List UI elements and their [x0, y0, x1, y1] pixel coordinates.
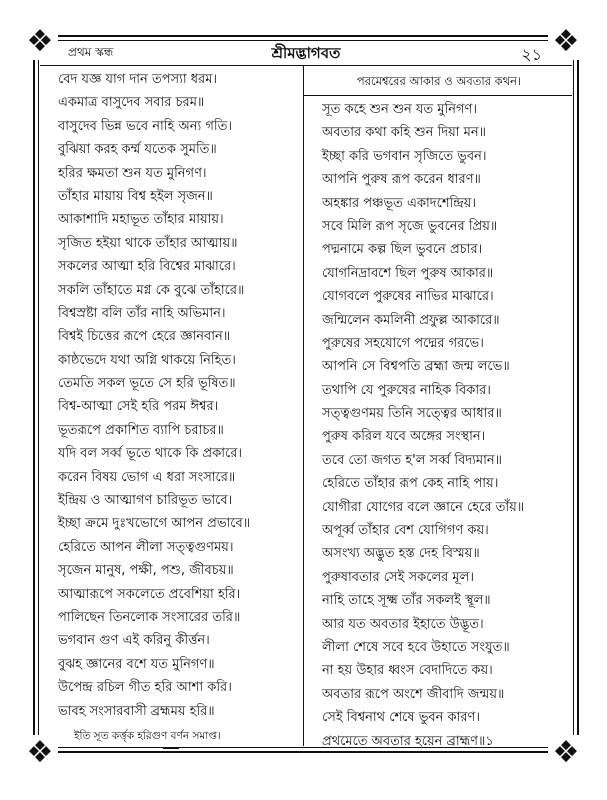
verse-line: সকলের আত্মা হরি বিশ্বের মাঝারে।: [58, 259, 236, 275]
corner-ornament-icon: ❖: [548, 24, 584, 60]
verse-line: বিশ্ব-আত্মা সেই হরি পরম ঈশ্বর।: [58, 399, 219, 415]
verse-line: ইন্দ্রিয় ও আত্মাগণ চারিভূত ভাবে।: [58, 493, 233, 509]
verse-line: তবে তো জগত হ'ল সর্ব্ব বিদ্যমান॥: [322, 452, 503, 468]
corner-ornament-icon: ❖: [22, 24, 58, 60]
corner-ornament-icon: ❖: [22, 735, 58, 771]
verse-line: তাঁহার মায়ায় বিশ্ব হইল সৃজন॥: [58, 188, 213, 204]
verse-line: লীলা শেষে সবে হবে উহাতে সংযুত॥: [322, 639, 510, 655]
verse-line: পুরুষ করিল যবে অঙ্গের সংস্থান।: [322, 429, 486, 445]
right-column: [322, 66, 572, 753]
verse-line: আকাশাদি মহাভূত তাঁহার মায়ায়।: [58, 212, 224, 228]
verse-line: বেদ যজ্ঞ যাগ দান তপস্যা ধরম।: [58, 72, 218, 87]
verse-line: অহঙ্কার পঞ্চভূত একাদশেন্দ্রিয়।: [322, 195, 477, 211]
verse-line: বিশ্বই চিত্তের রূপে হেরে জ্ঞানবান॥: [58, 329, 231, 345]
verse-line: সৃজেন মানুষ, পক্ষী, পশু, জীবচয়॥: [58, 563, 234, 579]
verse-line: বিশ্বস্রষ্টা বলি তাঁর নাহি অভিমান।: [58, 305, 226, 321]
left-column: [58, 66, 298, 746]
verse-line: অপূর্ব্ব তাঁহার বেশ যোগিগণ কয়।: [322, 523, 489, 539]
verse-line: হেরিতে আপন লীলা সত্ত্বগুণময়।: [58, 539, 234, 555]
verse-line: জন্মিলেন কমলিনী প্রফুল্ল আকারে॥: [322, 312, 500, 328]
verse-line: যোগনিদ্রাবশে ছিল পুরুষ আকার॥: [322, 265, 494, 281]
verse-line: ভগবান গুণ এই করিনু কীর্ত্তন।: [58, 633, 210, 649]
verse-line: অবতার কথা কহি শুন দিয়া মন॥: [322, 125, 487, 141]
verse-line: বাসুদেব ভিন্ন ভবে নাহি অন্য গতি।: [58, 118, 233, 134]
verse-line: পুরুষের সহযোগে পদ্মের গরভে।: [322, 335, 484, 351]
verse-line: ইচ্ছা করি ভগবান সৃজিতে ভুবন।: [322, 148, 487, 164]
verse-line: নাহি তাহে সূক্ষ্ম তাঁর সকলই স্থূল॥: [322, 593, 491, 609]
verse-line: পদ্মনামে কল্প ছিল ভুবনে প্রচার।: [322, 242, 483, 258]
verse-line: হেরিতে তাঁহার রূপ কেহ নাহি পায়।: [322, 476, 499, 492]
verse-line: অসংখ্য অদ্ভুত হস্ত দেহ বিস্ময়॥: [322, 546, 480, 562]
verse-line: উপেন্দ্র রচিল গীত হরি আশা করি।: [58, 680, 232, 696]
verse-line: একমাত্র বাসুদেব সবার চরম॥: [58, 95, 205, 111]
verse-line: পালিছেন তিনলোক সংসারের তরি॥: [58, 609, 241, 625]
verse-line: বুঝহ জ্ঞানের বশে যত মুনিগণ॥: [58, 656, 215, 672]
verse-line: বুঝিয়া করহ কর্ম্ম যতেক সুমতি॥: [58, 142, 217, 158]
chapter-colophon: ইতি সূত কর্ত্তৃক হরিগুণ বর্ণন সমাপ্ত।: [74, 729, 221, 742]
verse-line: আপনি পুরুষ রূপ করেন ধারণ॥: [322, 172, 481, 188]
verse-line: আর যত অবতার ইহাতে উদ্ভূত।: [322, 616, 484, 632]
column-divider: [303, 66, 304, 746]
verse-line: আত্মারূপে সকলেতে প্রবেশিয়া হরি।: [58, 586, 241, 602]
verse-line: যোগবলে পুরুষের নাভির মাঝারে।: [322, 289, 494, 305]
verse-line: অবতার রূপে অংশে জীবাদি জন্ময়॥: [322, 686, 505, 702]
end-dash: [163, 748, 179, 749]
verse-line: ইচ্ছা ক্রমে দুঃখভোগে আপন প্রভাবে॥: [58, 516, 251, 532]
verse-line: সৃজিত হইয়া থাকে তাঁহার আত্মায়॥: [58, 235, 238, 251]
verse-line: সকলি তাঁহাতে মগ্ন কে বুঝে তাঁহারে॥: [58, 282, 245, 298]
verse-line: তেমতি সকল ভূতে সে হরি ভূষিত॥: [58, 376, 236, 392]
section-label: প্রথম স্কন্ধ: [68, 45, 114, 59]
corner-ornament-icon: ❖: [548, 735, 584, 771]
verse-line: সবে মিলি রূপ সৃজে ভুবনের প্রিয়॥: [322, 218, 498, 234]
verse-line: সূত কহে শুন শুন যত মুনিগণ।: [322, 102, 478, 117]
verse-line: হরির ক্ষমতা শুন যত মুনিগণ।: [58, 165, 207, 181]
verse-line: সেই বিশ্বনাথ শেষে ভুবন কারণ।: [322, 710, 481, 726]
page-number: ২১: [521, 45, 542, 64]
verse-line: করেন বিষয় ভোগ এ ধরা সংসারে॥: [58, 469, 236, 485]
section-heading: পরমেশ্বরের আকার ও অবতার কথন।: [356, 74, 522, 88]
verse-line: পুরুষাবতার সেই সকলের মূল।: [322, 569, 474, 585]
verse-line: যদি বল সর্ব্ব ভূতে থাকে কি প্রকারে।: [58, 446, 243, 462]
verse-line: যোগীরা যোগের বলে জ্ঞানে হেরে তাঁয়॥: [322, 499, 525, 515]
verse-line: কাষ্ঠভেদে যথা অগ্নি থাকয়ে নিহিত।: [58, 352, 236, 368]
verse-line: তথাপি যে পুরুষের নাহিক বিকার।: [322, 382, 491, 398]
verse-line: প্রথমেতে অবতার হয়েন ব্রাহ্মণ॥১: [322, 733, 494, 749]
verse-line: আপনি সে বিশ্বপতি ব্রহ্মা জন্ম লভে॥: [322, 359, 510, 375]
verse-line: সত্ত্বগুণময় তিনি সত্ত্বের আধার॥: [322, 406, 502, 422]
verse-line: ভূতরূপে প্রকাশিত ব্যাপি চরাচর॥: [58, 422, 224, 438]
running-header: [40, 40, 572, 66]
book-title: শ্রীমদ্ভাগবত: [271, 44, 341, 62]
verse-line: না হয় উহার ধ্বংস বেদাদিতে কয়।: [322, 663, 493, 679]
verse-line: ভাবহ সংসারবাসী ব্রহ্মময় হরি॥: [58, 703, 215, 719]
